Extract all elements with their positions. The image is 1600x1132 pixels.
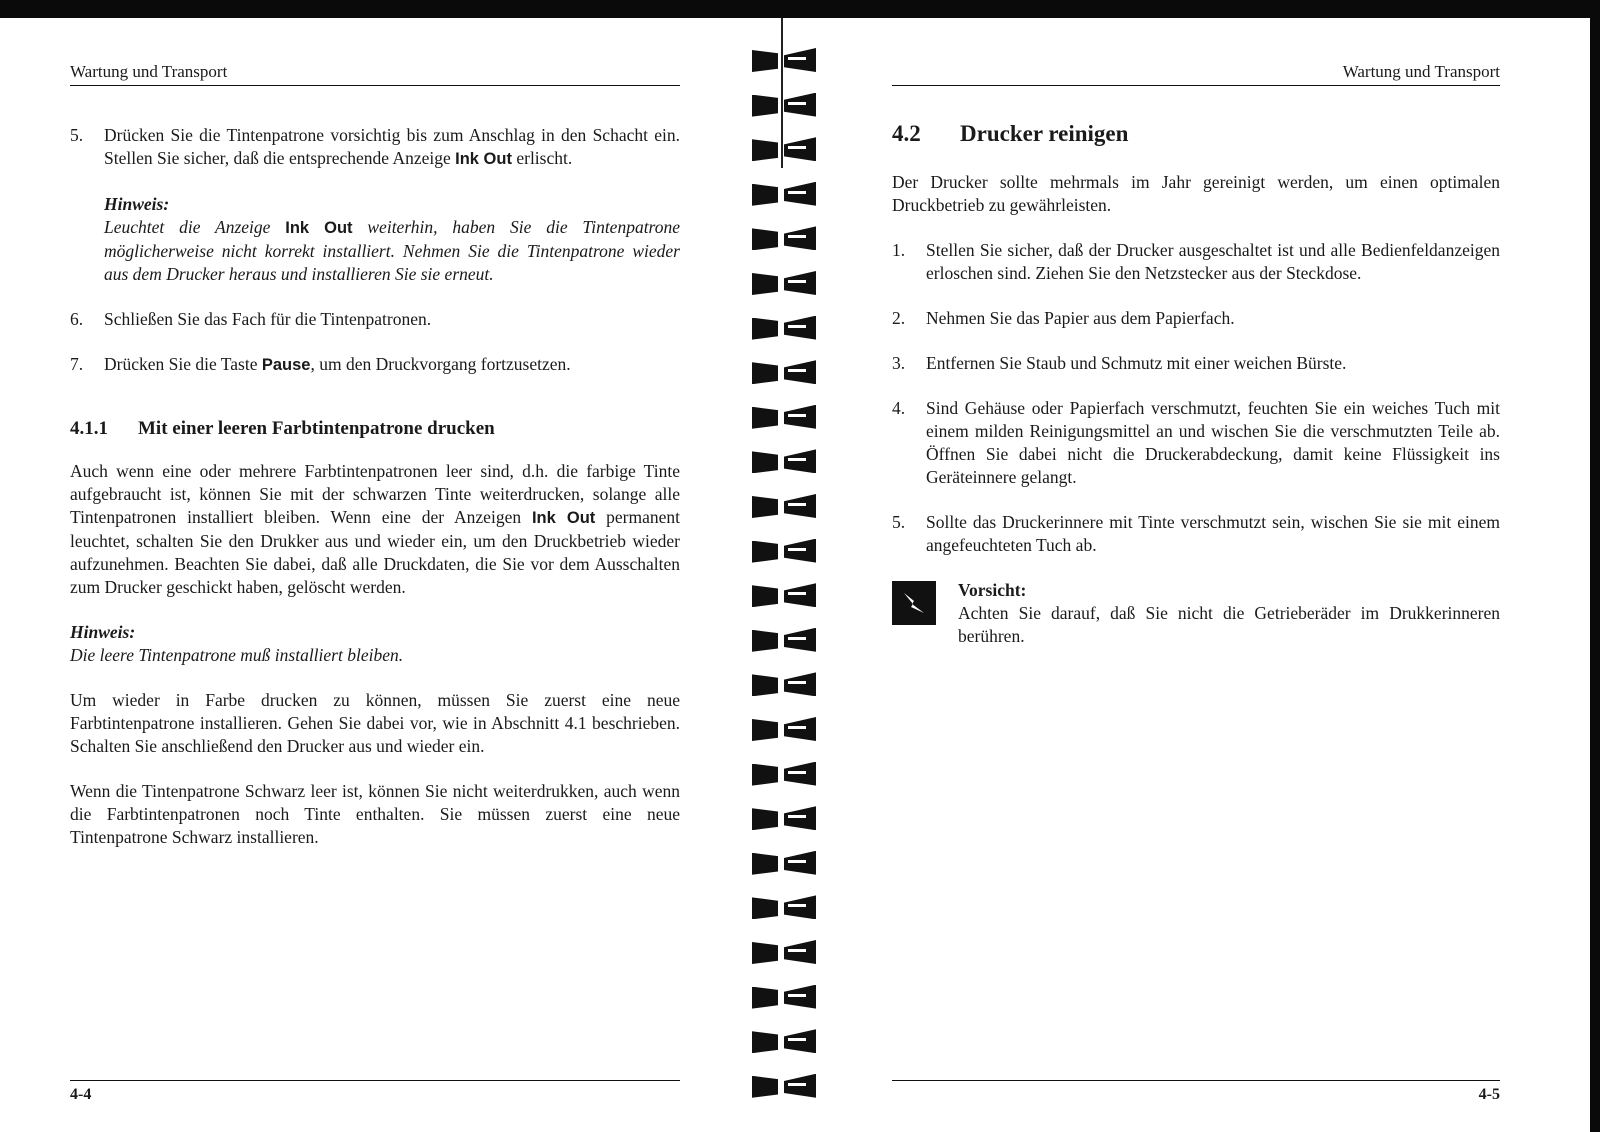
footer-rule [70,1080,680,1081]
spiral-coil [746,405,822,431]
step-number: 5. [70,125,84,145]
note-text [104,216,680,286]
spiral-coil [746,717,822,743]
spiral-binding [746,18,822,1128]
pause-key-label: Pause [261,356,311,374]
spiral-coil [746,137,822,163]
spiral-coil [746,806,822,832]
spiral-coil [746,48,822,74]
step-text-part: Drücken Sie die Tintenpatrone vorsichtig bis zum Anschlag in den Schacht ein. Stellen Sie sicher, daß die entsprechende Anzeige [104,125,680,168]
paragraph [70,460,680,599]
spiral-coil [746,672,822,698]
caution-text: Achten Sie darauf, daß Sie nicht die Getrieberäder im Drukkerinneren berühren. [958,603,1500,646]
list-item-step-7 [70,353,680,377]
spiral-coil [746,762,822,788]
note-text-part: Leuchtet die Anzeige [104,217,286,237]
step-text [104,124,680,171]
step-text-part: Drücken Sie die Taste [104,354,262,374]
step-number: 7. [70,354,84,374]
left-page-content [70,124,680,871]
spiral-coil [746,360,822,386]
right-running-head: Wartung und Transport [892,62,1500,86]
list-item-step-1 [892,239,1500,285]
spiral-coil [746,851,822,877]
subsection-heading [70,417,680,440]
right-page-content [892,122,1500,648]
spiral-coil [746,539,822,565]
list-item-step-5 [892,511,1500,557]
subsection-number: 4.1.1 [70,418,108,439]
paragraph-part: Auch wenn eine oder mehrere Farbtintenpatronen leer sind, d.h. die farbige Tinte aufgebraucht ist, können Sie mit der schwarzen Tinte weiterdrucken, solange alle Tintenpatronen installiert bleiben. Wenn eine der Anzeigen [70,461,680,527]
step-number: 1. [892,240,906,260]
spiral-coil [746,182,822,208]
note-block [104,193,680,286]
step-text [104,353,680,377]
list-item-step-2 [892,307,1500,330]
step-number: 3. [892,353,906,373]
spiral-coil [746,895,822,921]
paragraph-part: permanent leuchtet, schalten Sie den Drukker aus und wieder ein, um den Druckbetrieb wieder aufzunehmen. Beachten Sie dabei, daß alle Druckdaten, die Sie vor dem Ausschalten zum Drucker geschickt haben, gelöscht werden. [70,507,680,597]
note-title: Hinweis: [104,194,170,214]
caution-body [958,579,1500,648]
spiral-coil [746,1074,822,1100]
caution-lightning-icon [892,581,936,625]
footer-rule [892,1080,1500,1081]
spiral-coil [746,985,822,1011]
left-running-head: Wartung und Transport [70,62,680,86]
spiral-coil [746,940,822,966]
step-text: Sollte das Druckerinnere mit Tinte verschmutzt sein, wischen Sie sie mit einem angefeuchteten Tuch ab. [926,512,1500,555]
spiral-coil [746,494,822,520]
spiral-coil [746,449,822,475]
section-title: Drucker reinigen [960,121,1129,146]
spiral-coil [746,226,822,252]
step-text-part: erlischt. [511,148,573,168]
step-text: Stellen Sie sicher, daß der Drucker ausgeschaltet ist und alle Bedienfeldanzeigen erloschen sind. Ziehen Sie den Netzstecker aus der Steckdose. [926,240,1500,283]
spiral-coil [746,583,822,609]
right-page [892,0,1500,1132]
note-text: Die leere Tintenpatrone muß installiert bleiben. [70,645,404,665]
note-block [70,621,680,667]
spiral-coil [746,271,822,297]
list-item-step-4 [892,397,1500,489]
left-page [70,0,680,1132]
page-number: 4-4 [70,1086,92,1103]
paragraph: Wenn die Tintenpatrone Schwarz leer ist, können Sie nicht weiterdrukken, auch wenn die Farbtintenpatronen noch Tinte enthalten. Sie müssen zuerst eine neue Tintenpatrone Schwarz installieren. [70,781,680,847]
caution-title: Vorsicht: [958,580,1027,600]
section-number: 4.2 [892,121,921,146]
list-item-step-6 [70,308,680,331]
list-item-step-3 [892,352,1500,375]
spiral-coil [746,1029,822,1055]
step-text-part: , um den Druckvorgang fortzusetzen. [310,354,571,374]
ink-out-indicator-label: Ink Out [285,219,353,237]
ink-out-indicator-label: Ink Out [531,509,596,527]
paragraph: Um wieder in Farbe drucken zu können, müssen Sie zuerst eine neue Farbtintenpatrone installieren. Gehen Sie dabei vor, wie in Abschnitt 4.1 beschrieben. Schalten Sie anschließend den Drucker aus und wieder ein. [70,690,680,756]
step-text: Schließen Sie das Fach für die Tintenpatronen. [104,309,432,329]
spiral-coil [746,316,822,342]
step-number: 2. [892,308,906,328]
note-title: Hinweis: [70,622,136,642]
subsection-title: Mit einer leeren Farbtintenpatrone drucken [138,418,495,439]
page-number: 4-5 [1478,1086,1500,1103]
step-number: 6. [70,309,84,329]
ink-out-indicator-label: Ink Out [455,150,512,168]
caution-block [892,579,1500,648]
spiral-coil [746,93,822,119]
scan-right-border [1590,0,1600,1132]
step-number: 5. [892,512,906,532]
note-text-part: weiterhin, haben Sie die Tintenpatrone möglicherweise nicht korrekt installiert. Nehmen Sie die Tintenpatrone wieder aus dem Drucker heraus und installieren Sie sie erneut. [104,217,680,284]
intro-paragraph: Der Drucker sollte mehrmals im Jahr gereinigt werden, um einen optimalen Druckbetrieb zu gewährleisten. [892,172,1500,215]
step-text: Sind Gehäuse oder Papierfach verschmutzt, feuchten Sie ein weiches Tuch mit einem milden Reinigungsmittel an und wischen Sie die verschmutzten Teile ab. Öffnen Sie dabei nicht die Druckerabdeckung, damit keine Flüssigkeit ins Geräteinnere gelangt. [926,398,1500,487]
list-item-step-5 [70,124,680,171]
step-text: Nehmen Sie das Papier aus dem Papierfach. [926,308,1235,328]
step-text: Entfernen Sie Staub und Schmutz mit einer weichen Bürste. [926,353,1347,373]
spiral-coil [746,628,822,654]
step-number: 4. [892,398,906,418]
section-heading [892,122,1500,145]
